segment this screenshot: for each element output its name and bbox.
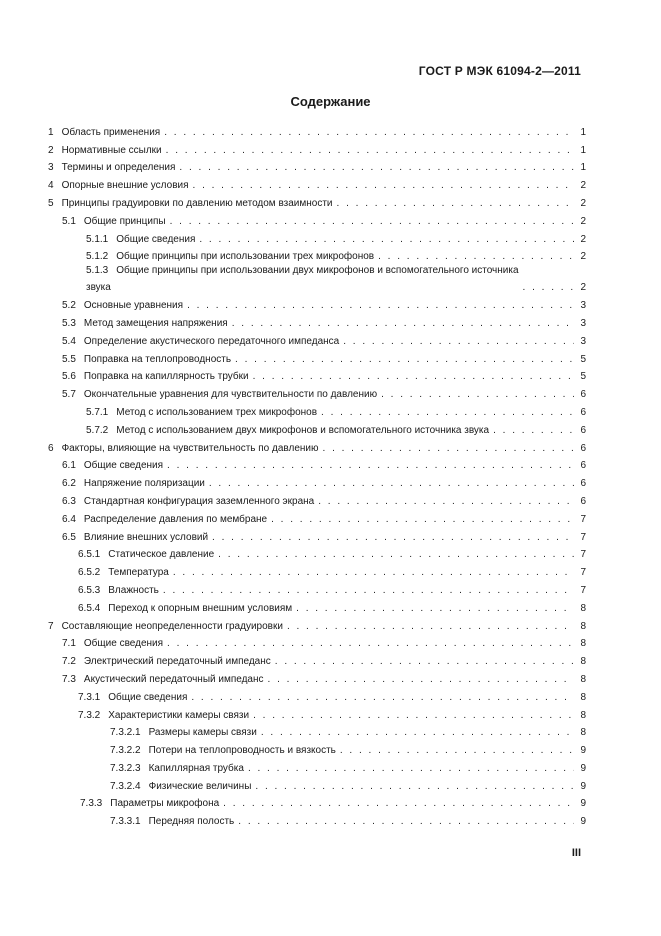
toc-entry[interactable] <box>48 348 586 366</box>
toc-leader <box>187 300 574 312</box>
toc-title: Определение акустического передаточного импеданса <box>83 335 340 347</box>
toc-title: Принципы градуировки по давлению методом взаимности <box>61 197 333 209</box>
toc-number: 5 <box>48 197 54 209</box>
toc-page: 5 <box>580 353 586 365</box>
toc-entry[interactable] <box>48 157 586 175</box>
toc-number: 7.3.2.4 <box>110 780 141 792</box>
toc-title: Характеристики камеры связи <box>108 709 250 721</box>
toc-title: Нормативные ссылки <box>61 144 162 156</box>
toc-title: Электрический передаточный импеданс <box>83 656 271 668</box>
toc-leader <box>318 496 574 508</box>
toc-page: 5 <box>580 371 586 383</box>
toc-leader <box>232 318 574 330</box>
toc-entry[interactable] <box>48 561 586 579</box>
toc-entry[interactable] <box>48 174 586 192</box>
toc-leader <box>271 514 574 526</box>
toc-title: Общие принципы при использовании трех микрофонов <box>116 251 375 263</box>
toc-number: 5.1 <box>62 215 76 227</box>
toc-number: 7.2 <box>62 656 76 668</box>
toc-leader <box>381 389 574 401</box>
toc-leader <box>253 710 574 722</box>
toc-page: 7 <box>580 531 586 543</box>
toc-page: 6 <box>580 495 586 507</box>
toc-leader <box>261 727 574 739</box>
toc-leader <box>268 674 574 686</box>
toc-entry[interactable] <box>48 810 586 828</box>
toc-leader <box>321 407 574 419</box>
toc-leader <box>167 460 574 472</box>
toc-page: 2 <box>580 215 586 227</box>
toc-leader <box>340 745 574 757</box>
toc-page: 8 <box>580 602 586 614</box>
toc-number: 5.4 <box>62 335 76 347</box>
toc-number: 2 <box>48 144 54 156</box>
toc-leader <box>167 638 574 650</box>
toc-entry[interactable] <box>48 668 586 686</box>
toc-entry[interactable] <box>48 686 586 704</box>
toc-leader <box>287 621 574 633</box>
toc-number: 5.2 <box>62 300 76 312</box>
toc-title: Общие принципы <box>83 215 166 227</box>
toc-title: Метод с использованием трех микрофонов <box>116 406 318 418</box>
toc-entry[interactable] <box>48 330 586 348</box>
toc-title: Метод с использованием двух микрофонов и вспомогательного источника звука <box>116 424 490 436</box>
toc-page: 9 <box>580 780 586 792</box>
toc-entry[interactable] <box>48 739 586 757</box>
toc-number: 6.5.1 <box>78 549 101 561</box>
toc-title: Поправка на капиллярность трубки <box>83 371 249 383</box>
toc-number: 7.3.2.1 <box>110 727 141 739</box>
toc-page: 8 <box>580 709 586 721</box>
toc-leader <box>223 798 574 810</box>
toc-page: 3 <box>580 300 586 312</box>
toc-leader <box>253 371 574 383</box>
toc-page: 2 <box>580 197 586 209</box>
toc-page: 3 <box>580 335 586 347</box>
toc-number: 7 <box>48 620 54 632</box>
toc-leader <box>255 781 574 793</box>
toc-leader <box>493 425 574 437</box>
toc-leader <box>248 763 574 775</box>
toc-leader <box>163 585 574 597</box>
toc-leader <box>523 282 574 294</box>
toc-title: Область применения <box>61 126 161 138</box>
toc-leader <box>337 198 574 210</box>
toc-title: Переход к опорным внешним условиям <box>108 602 293 614</box>
toc-number: 7.3.2 <box>78 709 101 721</box>
toc-entry[interactable] <box>48 490 586 508</box>
toc-title: Общие принципы при использовании двух микрофонов и вспомогательного источника <box>116 265 519 277</box>
toc-title: Составляющие неопределенности градуировки <box>61 620 283 632</box>
toc-title-continued: звука <box>86 282 111 294</box>
toc-leader <box>378 251 574 263</box>
toc-page: 2 <box>580 251 586 263</box>
toc-page: 8 <box>580 620 586 632</box>
toc-page: 1 <box>580 126 586 138</box>
toc-leader <box>193 180 574 192</box>
toc-number: 7.1 <box>62 638 76 650</box>
toc-entry[interactable] <box>48 793 586 811</box>
toc-number: 7.3.1 <box>78 691 101 703</box>
toc-number: 6.5.2 <box>78 567 101 579</box>
toc-page: 8 <box>580 673 586 685</box>
toc-title: Статическое давление <box>108 549 215 561</box>
toc-number: 6.5.3 <box>78 584 101 596</box>
toc-entry[interactable] <box>48 579 586 597</box>
toc-entry[interactable] <box>48 597 586 615</box>
toc-leader <box>173 567 574 579</box>
toc-number: 5.5 <box>62 353 76 365</box>
toc-number: 6.5.4 <box>78 602 101 614</box>
toc-title: Температура <box>108 567 169 579</box>
toc-leader <box>209 478 574 490</box>
toc-title: Стандартная конфигурация заземленного экрана <box>83 495 315 507</box>
toc-title: Общие сведения <box>108 691 188 703</box>
toc-leader <box>343 336 574 348</box>
toc-page: 7 <box>580 567 586 579</box>
toc-entry[interactable] <box>48 544 586 562</box>
toc-number: 6.1 <box>62 460 76 472</box>
table-of-contents <box>48 121 586 828</box>
page-title: Содержание <box>290 94 371 109</box>
page-number: III <box>571 847 581 859</box>
toc-title: Размеры камеры связи <box>148 727 257 739</box>
toc-entry[interactable] <box>48 704 586 722</box>
toc-page: 3 <box>580 317 586 329</box>
toc-entry[interactable] <box>48 383 586 401</box>
toc-title: Общие сведения <box>83 638 164 650</box>
document-header: ГОСТ Р МЭК 61094-2—2011 <box>418 64 581 78</box>
toc-entry[interactable] <box>48 294 586 312</box>
toc-entry[interactable] <box>48 401 586 419</box>
toc-page: 6 <box>580 442 586 454</box>
toc-page: 8 <box>580 656 586 668</box>
toc-entry[interactable] <box>48 139 586 157</box>
toc-leader <box>212 532 574 544</box>
toc-entry[interactable] <box>48 508 586 526</box>
toc-number: 7.3.3 <box>80 798 103 810</box>
toc-page: 9 <box>580 745 586 757</box>
toc-entry[interactable] <box>48 210 586 228</box>
toc-entry[interactable] <box>48 455 586 473</box>
toc-entry[interactable] <box>48 419 586 437</box>
toc-title: Общие сведения <box>83 460 164 472</box>
toc-title: Акустический передаточный импеданс <box>83 673 264 685</box>
toc-page: 2 <box>580 233 586 245</box>
toc-leader <box>170 216 574 228</box>
toc-number: 6.5 <box>62 531 76 543</box>
toc-page: 6 <box>580 424 586 436</box>
toc-page: 6 <box>580 460 586 472</box>
toc-number: 4 <box>48 180 54 192</box>
toc-number: 3 <box>48 162 54 174</box>
toc-number: 7.3 <box>62 673 76 685</box>
toc-title: Влияние внешних условий <box>83 531 209 543</box>
toc-number: 6.3 <box>62 495 76 507</box>
toc-page: 1 <box>580 144 586 156</box>
toc-number: 5.7.2 <box>86 424 109 436</box>
toc-leader <box>164 127 574 139</box>
toc-number: 5.7.1 <box>86 406 109 418</box>
toc-page: 9 <box>580 798 586 810</box>
toc-page: 6 <box>580 389 586 401</box>
toc-entry[interactable] <box>48 263 586 294</box>
toc-number: 6.4 <box>62 513 76 525</box>
toc-entry[interactable] <box>48 633 586 651</box>
toc-title: Общие сведения <box>116 233 196 245</box>
toc-number: 6 <box>48 442 54 454</box>
toc-leader <box>296 603 574 615</box>
toc-number: 7.3.2.3 <box>110 762 141 774</box>
toc-number: 6.2 <box>62 478 76 490</box>
toc-page: 8 <box>580 727 586 739</box>
toc-title: Влажность <box>108 584 159 596</box>
toc-title: Капиллярная трубка <box>148 762 244 774</box>
toc-entry[interactable] <box>48 757 586 775</box>
toc-title: Поправка на теплопроводность <box>83 353 232 365</box>
toc-page: 6 <box>580 478 586 490</box>
toc-entry[interactable] <box>48 472 586 490</box>
toc-page: 8 <box>580 691 586 703</box>
toc-title: Факторы, влияющие на чувствительность по давлению <box>61 442 319 454</box>
toc-entry[interactable] <box>48 775 586 793</box>
toc-title: Опорные внешние условия <box>61 180 189 192</box>
toc-number: 5.6 <box>62 371 76 383</box>
toc-number: 5.3 <box>62 317 76 329</box>
toc-page: 1 <box>580 162 586 174</box>
toc-entry[interactable] <box>48 437 586 455</box>
toc-entry[interactable] <box>48 228 586 246</box>
toc-title: Термины и определения <box>61 162 176 174</box>
toc-page: 8 <box>580 638 586 650</box>
toc-entry[interactable] <box>48 650 586 668</box>
toc-leader <box>238 816 574 828</box>
toc-entry[interactable] <box>48 526 586 544</box>
toc-entry[interactable] <box>48 246 586 264</box>
toc-title: Основные уравнения <box>83 300 184 312</box>
toc-entry[interactable] <box>48 192 586 210</box>
toc-entry[interactable] <box>48 312 586 330</box>
toc-entry[interactable] <box>48 366 586 384</box>
toc-leader <box>166 145 574 157</box>
toc-number: 5.7 <box>62 389 76 401</box>
toc-page: 2 <box>580 282 586 294</box>
toc-title: Потери на теплопроводность и вязкость <box>148 745 336 757</box>
toc-number: 7.3.3.1 <box>110 816 141 828</box>
toc-wrapped-title <box>86 265 519 294</box>
toc-entry[interactable] <box>48 615 586 633</box>
toc-page: 6 <box>580 406 586 418</box>
toc-leader <box>179 162 574 174</box>
toc-leader <box>235 354 574 366</box>
toc-page: 9 <box>580 816 586 828</box>
toc-number: 5.1.2 <box>86 251 109 263</box>
toc-title: Передняя полость <box>148 816 235 828</box>
toc-entry[interactable] <box>48 722 586 740</box>
toc-number: 1 <box>48 126 54 138</box>
toc-page: 7 <box>580 513 586 525</box>
toc-number: 7.3.2.2 <box>110 745 141 757</box>
toc-page: 7 <box>580 584 586 596</box>
toc-title: Физические величины <box>148 780 252 792</box>
toc-page: 7 <box>580 549 586 561</box>
toc-title: Распределение давления по мембране <box>83 513 268 525</box>
toc-title: Параметры микрофона <box>110 798 220 810</box>
toc-leader <box>191 692 574 704</box>
toc-leader <box>323 443 574 455</box>
toc-leader <box>199 234 574 246</box>
toc-title: Окончательные уравнения для чувствительности по давлению <box>83 389 378 401</box>
toc-page: 9 <box>580 762 586 774</box>
toc-title: Метод замещения напряжения <box>83 317 228 329</box>
toc-entry[interactable] <box>48 121 586 139</box>
toc-number: 5.1.1 <box>86 233 109 245</box>
toc-leader <box>275 656 574 668</box>
toc-number: 5.1.3 <box>86 265 109 277</box>
toc-leader <box>218 549 574 561</box>
toc-title: Напряжение поляризации <box>83 478 205 490</box>
toc-page: 2 <box>580 180 586 192</box>
